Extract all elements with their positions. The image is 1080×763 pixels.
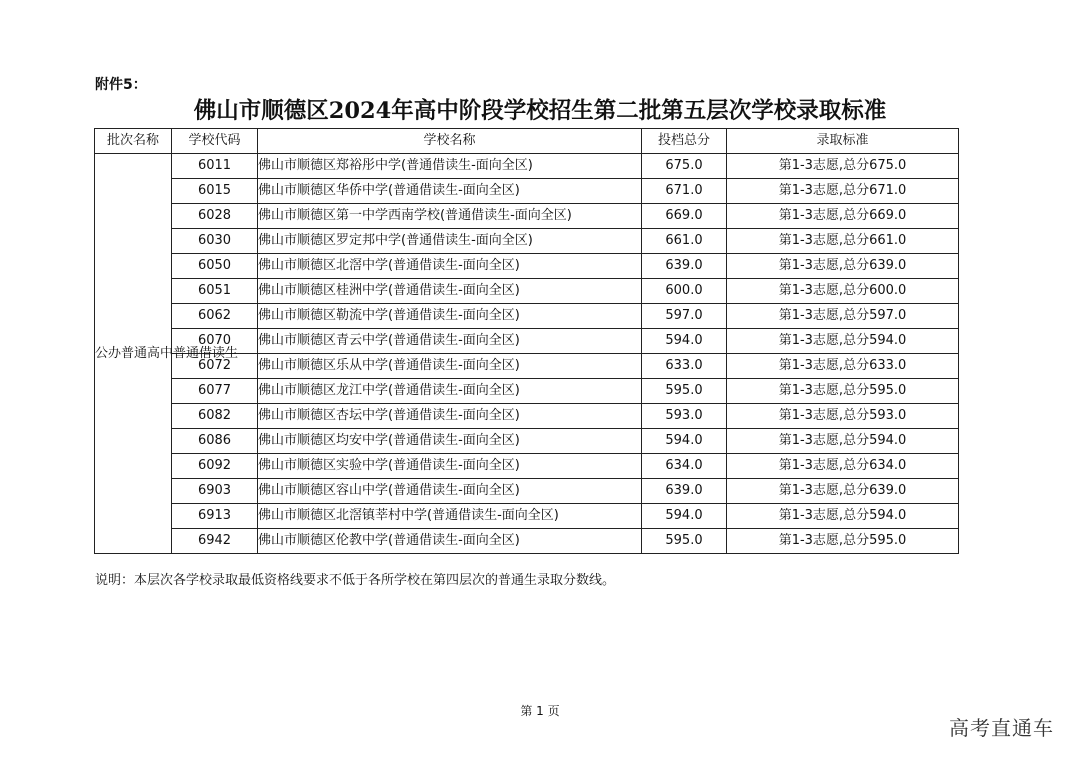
standard-cell: 第1-3志愿,总分594.0	[727, 329, 959, 354]
school-name-cell: 佛山市顺德区桂洲中学(普通借读生-面向全区)	[258, 279, 642, 304]
footnote: 说明：本层次各学校录取最低资格线要求不低于各所学校在第四层次的普通生录取分数线。	[95, 573, 616, 588]
admission-table	[94, 128, 959, 554]
document-title: 佛山市顺德区2024年高中阶段学校招生第二批第五层次学校录取标准	[193, 98, 887, 124]
school-name-cell: 佛山市顺德区乐从中学(普通借读生-面向全区)	[258, 354, 642, 379]
school-code-cell: 6077	[172, 379, 258, 404]
school-code-cell: 6030	[172, 229, 258, 254]
school-code-cell: 6015	[172, 179, 258, 204]
attachment-label: 附件5：	[95, 77, 147, 93]
school-code-cell: 6942	[172, 529, 258, 554]
table-row	[95, 279, 959, 304]
standard-cell: 第1-3志愿,总分675.0	[727, 154, 959, 179]
score-cell: 595.0	[642, 529, 727, 554]
score-cell: 633.0	[642, 354, 727, 379]
table-row	[95, 379, 959, 404]
school-name-cell: 佛山市顺德区罗定邦中学(普通借读生-面向全区)	[258, 229, 642, 254]
school-name-cell: 佛山市顺德区勒流中学(普通借读生-面向全区)	[258, 304, 642, 329]
standard-cell: 第1-3志愿,总分594.0	[727, 504, 959, 529]
standard-cell: 第1-3志愿,总分639.0	[727, 254, 959, 279]
table-row	[95, 229, 959, 254]
school-name-cell: 佛山市顺德区实验中学(普通借读生-面向全区)	[258, 454, 642, 479]
batch-name-cell: 公办普通高中普通借读生	[95, 154, 172, 554]
school-code-cell: 6092	[172, 454, 258, 479]
school-code-cell: 6072	[172, 354, 258, 379]
table-row	[95, 429, 959, 454]
page-number: 第 1 页	[520, 704, 560, 718]
standard-cell: 第1-3志愿,总分633.0	[727, 354, 959, 379]
score-cell: 595.0	[642, 379, 727, 404]
school-name-cell: 佛山市顺德区北滘镇莘村中学(普通借读生-面向全区)	[258, 504, 642, 529]
score-cell: 675.0	[642, 154, 727, 179]
table-row	[95, 354, 959, 379]
table-row	[95, 404, 959, 429]
table-row	[95, 329, 959, 354]
school-code-cell: 6913	[172, 504, 258, 529]
school-code-cell: 6082	[172, 404, 258, 429]
score-cell: 594.0	[642, 504, 727, 529]
table-header-row	[95, 129, 959, 154]
header-standard: 录取标准	[727, 129, 959, 154]
standard-cell: 第1-3志愿,总分597.0	[727, 304, 959, 329]
school-name-cell: 佛山市顺德区郑裕彤中学(普通借读生-面向全区)	[258, 154, 642, 179]
score-cell: 639.0	[642, 479, 727, 504]
school-code-cell: 6062	[172, 304, 258, 329]
score-cell: 669.0	[642, 204, 727, 229]
table-row	[95, 254, 959, 279]
score-cell: 597.0	[642, 304, 727, 329]
table-row	[95, 204, 959, 229]
school-name-cell: 佛山市顺德区第一中学西南学校(普通借读生-面向全区)	[258, 204, 642, 229]
header-code: 学校代码	[172, 129, 258, 154]
school-code-cell: 6011	[172, 154, 258, 179]
table-row	[95, 154, 959, 179]
school-code-cell: 6051	[172, 279, 258, 304]
school-name-cell: 佛山市顺德区均安中学(普通借读生-面向全区)	[258, 429, 642, 454]
school-name-cell: 佛山市顺德区青云中学(普通借读生-面向全区)	[258, 329, 642, 354]
score-cell: 600.0	[642, 279, 727, 304]
school-name-cell: 佛山市顺德区伦教中学(普通借读生-面向全区)	[258, 529, 642, 554]
table-row	[95, 304, 959, 329]
school-code-cell: 6070	[172, 329, 258, 354]
school-name-cell: 佛山市顺德区容山中学(普通借读生-面向全区)	[258, 479, 642, 504]
header-score: 投档总分	[642, 129, 727, 154]
school-code-cell: 6028	[172, 204, 258, 229]
score-cell: 639.0	[642, 254, 727, 279]
score-cell: 594.0	[642, 429, 727, 454]
school-name-cell: 佛山市顺德区杏坛中学(普通借读生-面向全区)	[258, 404, 642, 429]
standard-cell: 第1-3志愿,总分661.0	[727, 229, 959, 254]
standard-cell: 第1-3志愿,总分593.0	[727, 404, 959, 429]
table-body	[95, 154, 959, 554]
school-name-cell: 佛山市顺德区北滘中学(普通借读生-面向全区)	[258, 254, 642, 279]
standard-cell: 第1-3志愿,总分595.0	[727, 529, 959, 554]
standard-cell: 第1-3志愿,总分594.0	[727, 429, 959, 454]
score-cell: 661.0	[642, 229, 727, 254]
school-code-cell: 6086	[172, 429, 258, 454]
score-cell: 594.0	[642, 329, 727, 354]
standard-cell: 第1-3志愿,总分600.0	[727, 279, 959, 304]
school-code-cell: 6903	[172, 479, 258, 504]
standard-cell: 第1-3志愿,总分639.0	[727, 479, 959, 504]
score-cell: 671.0	[642, 179, 727, 204]
watermark-text: 高考直通车	[949, 716, 1054, 740]
school-name-cell: 佛山市顺德区华侨中学(普通借读生-面向全区)	[258, 179, 642, 204]
header-school: 学校名称	[258, 129, 642, 154]
table-row	[95, 479, 959, 504]
header-batch: 批次名称	[95, 129, 172, 154]
standard-cell: 第1-3志愿,总分595.0	[727, 379, 959, 404]
school-name-cell: 佛山市顺德区龙江中学(普通借读生-面向全区)	[258, 379, 642, 404]
standard-cell: 第1-3志愿,总分669.0	[727, 204, 959, 229]
table-row	[95, 504, 959, 529]
table-row	[95, 529, 959, 554]
standard-cell: 第1-3志愿,总分634.0	[727, 454, 959, 479]
score-cell: 593.0	[642, 404, 727, 429]
score-cell: 634.0	[642, 454, 727, 479]
standard-cell: 第1-3志愿,总分671.0	[727, 179, 959, 204]
table-row	[95, 454, 959, 479]
school-code-cell: 6050	[172, 254, 258, 279]
table-row	[95, 179, 959, 204]
